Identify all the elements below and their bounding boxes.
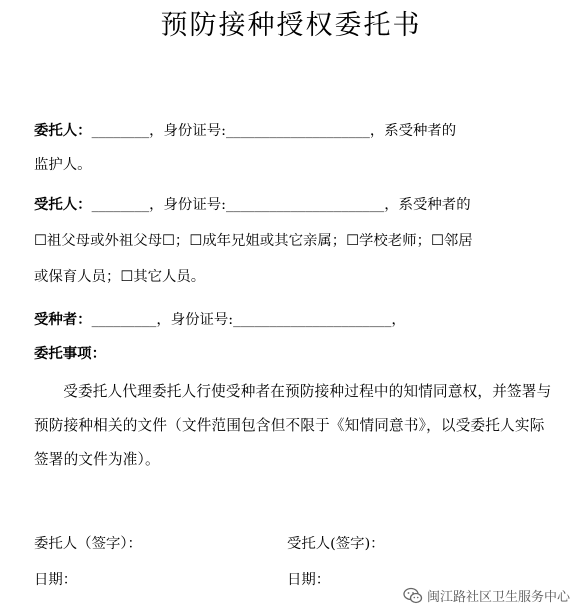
vaccinee-fields: _________，身份证号:______________________， <box>91 312 406 328</box>
document-title: 预防接种授权委托书 <box>160 10 422 41</box>
delegator-fields: ________，身份证号:____________________，系受种者的 <box>91 123 457 139</box>
wechat-icon <box>403 587 423 605</box>
delegate-label: 受托人： <box>34 197 92 213</box>
delegate-line <box>34 195 471 215</box>
watermark-text: 闽江路社区卫生服务中心 <box>426 590 570 605</box>
delegator-line-continued: 监护人。 <box>34 157 92 173</box>
vaccinee-line <box>34 310 406 330</box>
matters-body: 受委托人代理委托人行使受种者在预防接种过程中的知情同意权，并签署与预防接种相关的文件（文件范围包含但不限于《知情同意书》，以受委托人实际签署的文件为准）。 <box>34 383 552 468</box>
delegate-fields: ________，身份证号:______________________，系受种者的 <box>91 197 471 213</box>
delegate-options-line-2: 或保育人员；☐其它人员。 <box>34 269 206 285</box>
matters-heading: 委托事项： <box>34 346 106 362</box>
date-left-label: 日期： <box>34 572 78 588</box>
delegator-label: 委托人： <box>34 123 92 139</box>
vaccinee-label: 受种者： <box>34 312 92 328</box>
delegator-signature-label: 委托人（签字）： <box>34 536 142 552</box>
date-right-label: 日期： <box>287 572 331 588</box>
delegate-signature-label: 受托人(签字)： <box>287 536 385 552</box>
watermark <box>399 584 574 607</box>
delegator-line <box>34 121 456 141</box>
delegate-options-line-1: ☐祖父母或外祖父母☐；☐成年兄姐或其它亲属；☐学校老师；☐邻居 <box>34 233 473 249</box>
